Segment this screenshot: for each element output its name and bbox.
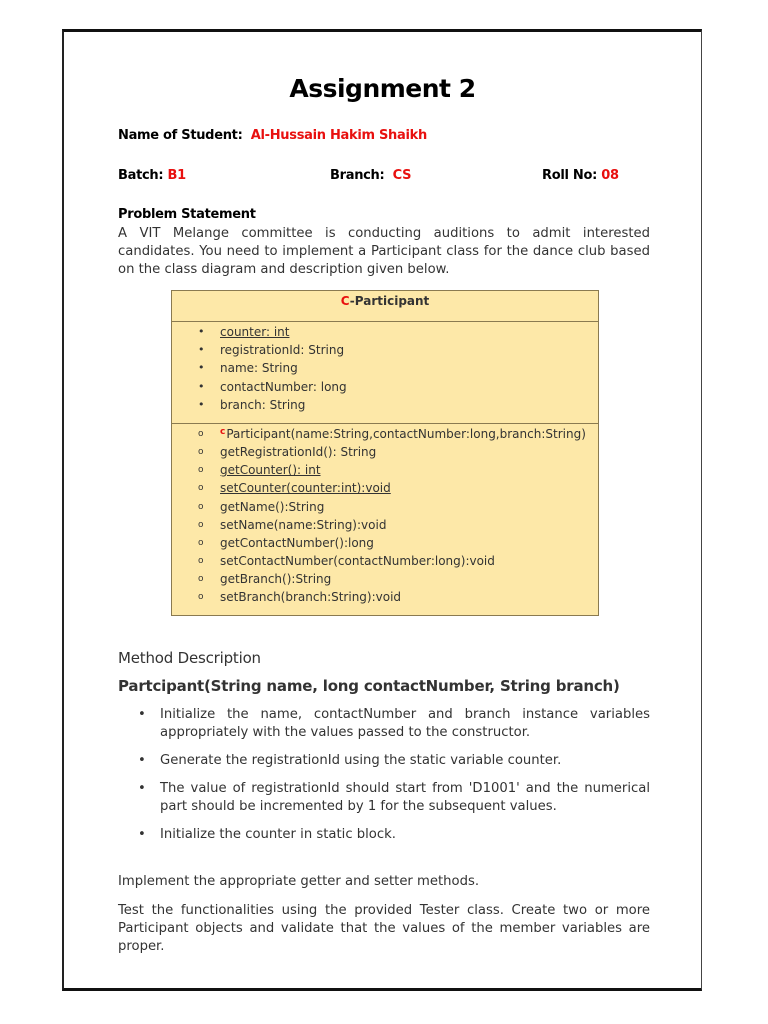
branch-value: CS <box>392 168 412 183</box>
method-signature: getCounter(): int <box>220 463 321 478</box>
list-item <box>118 752 650 770</box>
class-marker: C <box>340 294 350 308</box>
roll-label: Roll No: <box>542 168 597 183</box>
circle-bullet-icon: o <box>198 592 204 603</box>
uml-attribute-text <box>220 325 289 339</box>
uml-method-item <box>172 462 598 480</box>
list-item <box>118 706 650 742</box>
uml-method-text <box>220 554 495 568</box>
uml-method-item <box>172 426 598 444</box>
page-title: Assignment 2 <box>289 74 476 103</box>
constructor-marker: c <box>220 427 226 437</box>
attribute-signature: branch: String <box>220 397 306 412</box>
bullet-icon: • <box>198 325 205 338</box>
circle-bullet-icon: o <box>198 519 204 530</box>
uml-attribute-item <box>172 324 598 342</box>
method-signature: getRegistrationId(): String <box>220 445 377 460</box>
batch-field <box>118 168 186 183</box>
getter-setter-note: Implement the appropriate getter and setter methods. <box>118 874 480 889</box>
roll-value: 08 <box>601 168 619 183</box>
bullet-icon: • <box>198 397 205 411</box>
bullet-icon: • <box>138 707 146 722</box>
list-item <box>118 826 650 844</box>
method-signature: setCounter(counter:int):void <box>220 481 391 496</box>
uml-method-text <box>220 481 391 495</box>
circle-bullet-icon: o <box>198 555 204 566</box>
uml-attribute-text <box>220 398 305 412</box>
bullet-icon: • <box>138 827 146 842</box>
constructor-signature: Partcipant(String name, long contactNumber, String branch) <box>118 677 620 695</box>
student-name-label: Name of Student: <box>118 128 243 143</box>
branch-label: Branch: <box>330 168 385 183</box>
bullet-icon: • <box>198 379 205 393</box>
attribute-signature: contactNumber: long <box>220 379 347 394</box>
method-signature: setBranch(branch:String):void <box>220 590 402 605</box>
uml-attribute-item <box>172 397 598 415</box>
uml-method-text <box>220 518 386 532</box>
list-item <box>118 780 650 816</box>
student-name-value: Al-Hussain Hakim Shaikh <box>250 128 427 143</box>
attribute-signature: counter: int <box>220 325 290 339</box>
method-description-list <box>118 706 650 844</box>
uml-attribute-text <box>220 361 298 375</box>
attribute-signature: registrationId: String <box>220 343 345 358</box>
uml-method-item <box>172 444 598 462</box>
uml-method-text <box>220 463 321 477</box>
attribute-signature: name: String <box>220 361 298 376</box>
uml-method-item <box>172 480 598 498</box>
batch-value: B1 <box>167 168 186 183</box>
circle-bullet-icon: o <box>198 501 204 512</box>
uml-method-text <box>220 445 376 459</box>
student-name-row <box>118 128 427 143</box>
method-signature: getContactNumber():long <box>220 535 374 550</box>
uml-method-text <box>220 590 401 604</box>
method-signature: setName(name:String):void <box>220 517 387 532</box>
uml-attribute-text <box>220 380 347 394</box>
batch-label: Batch: <box>118 168 164 183</box>
uml-attributes <box>172 322 598 424</box>
circle-bullet-icon: o <box>198 465 204 476</box>
tester-note: Test the functionalities using the provided Tester class. Create two or more Participant objects and validate that the values of the member variables are proper. <box>118 903 650 954</box>
circle-bullet-icon: o <box>198 537 204 548</box>
bullet-icon: • <box>138 753 146 768</box>
method-signature: setContactNumber(contactNumber:long):void <box>220 553 495 568</box>
document-page <box>62 29 702 991</box>
list-item-text: Initialize the counter in static block. <box>160 827 396 842</box>
uml-method-item <box>172 571 598 589</box>
uml-methods <box>172 424 598 607</box>
method-signature: getName():String <box>220 499 325 514</box>
circle-bullet-icon: o <box>198 574 204 585</box>
uml-attribute-item <box>172 360 598 378</box>
uml-attribute-text <box>220 343 344 357</box>
method-signature: Participant(name:String,contactNumber:long,branch:String) <box>226 427 586 441</box>
uml-attribute-item <box>172 379 598 397</box>
bullet-icon: • <box>198 361 205 375</box>
circle-bullet-icon: o <box>198 483 204 494</box>
list-item-text: Initialize the name, contactNumber and branch instance variables appropriately with the values passed to the constructor. <box>160 707 650 740</box>
circle-bullet-icon: o <box>198 429 204 439</box>
method-description-heading: Method Description <box>118 649 261 667</box>
list-item-text: Generate the registrationId using the static variable counter. <box>160 753 562 768</box>
uml-method-text <box>220 536 374 550</box>
problem-statement-text: A VIT Melange committee is conducting auditions to admit interested candidates. You need to implement a Participant class for the dance club based on the class diagram and description given below. <box>118 226 650 277</box>
uml-class-diagram <box>171 290 599 616</box>
uml-attribute-item <box>172 342 598 360</box>
uml-method-item <box>172 517 598 535</box>
branch-field <box>330 168 411 183</box>
bullet-icon: • <box>198 343 205 357</box>
list-item-text: The value of registrationId should start from 'D1001' and the numerical part should be incremented by 1 for the subsequent values. <box>160 781 650 814</box>
class-name: -Participant <box>349 294 430 308</box>
uml-method-item <box>172 553 598 571</box>
uml-class-header <box>172 291 598 322</box>
uml-method-text <box>220 572 331 586</box>
uml-method-text <box>220 500 324 514</box>
roll-field <box>542 168 619 183</box>
circle-bullet-icon: o <box>198 447 204 458</box>
uml-method-text <box>220 427 586 441</box>
uml-method-item <box>172 535 598 553</box>
method-signature: getBranch():String <box>220 572 332 587</box>
problem-statement-heading: Problem Statement <box>118 207 256 222</box>
uml-method-item <box>172 589 598 607</box>
bullet-icon: • <box>138 781 146 796</box>
uml-method-item <box>172 499 598 517</box>
